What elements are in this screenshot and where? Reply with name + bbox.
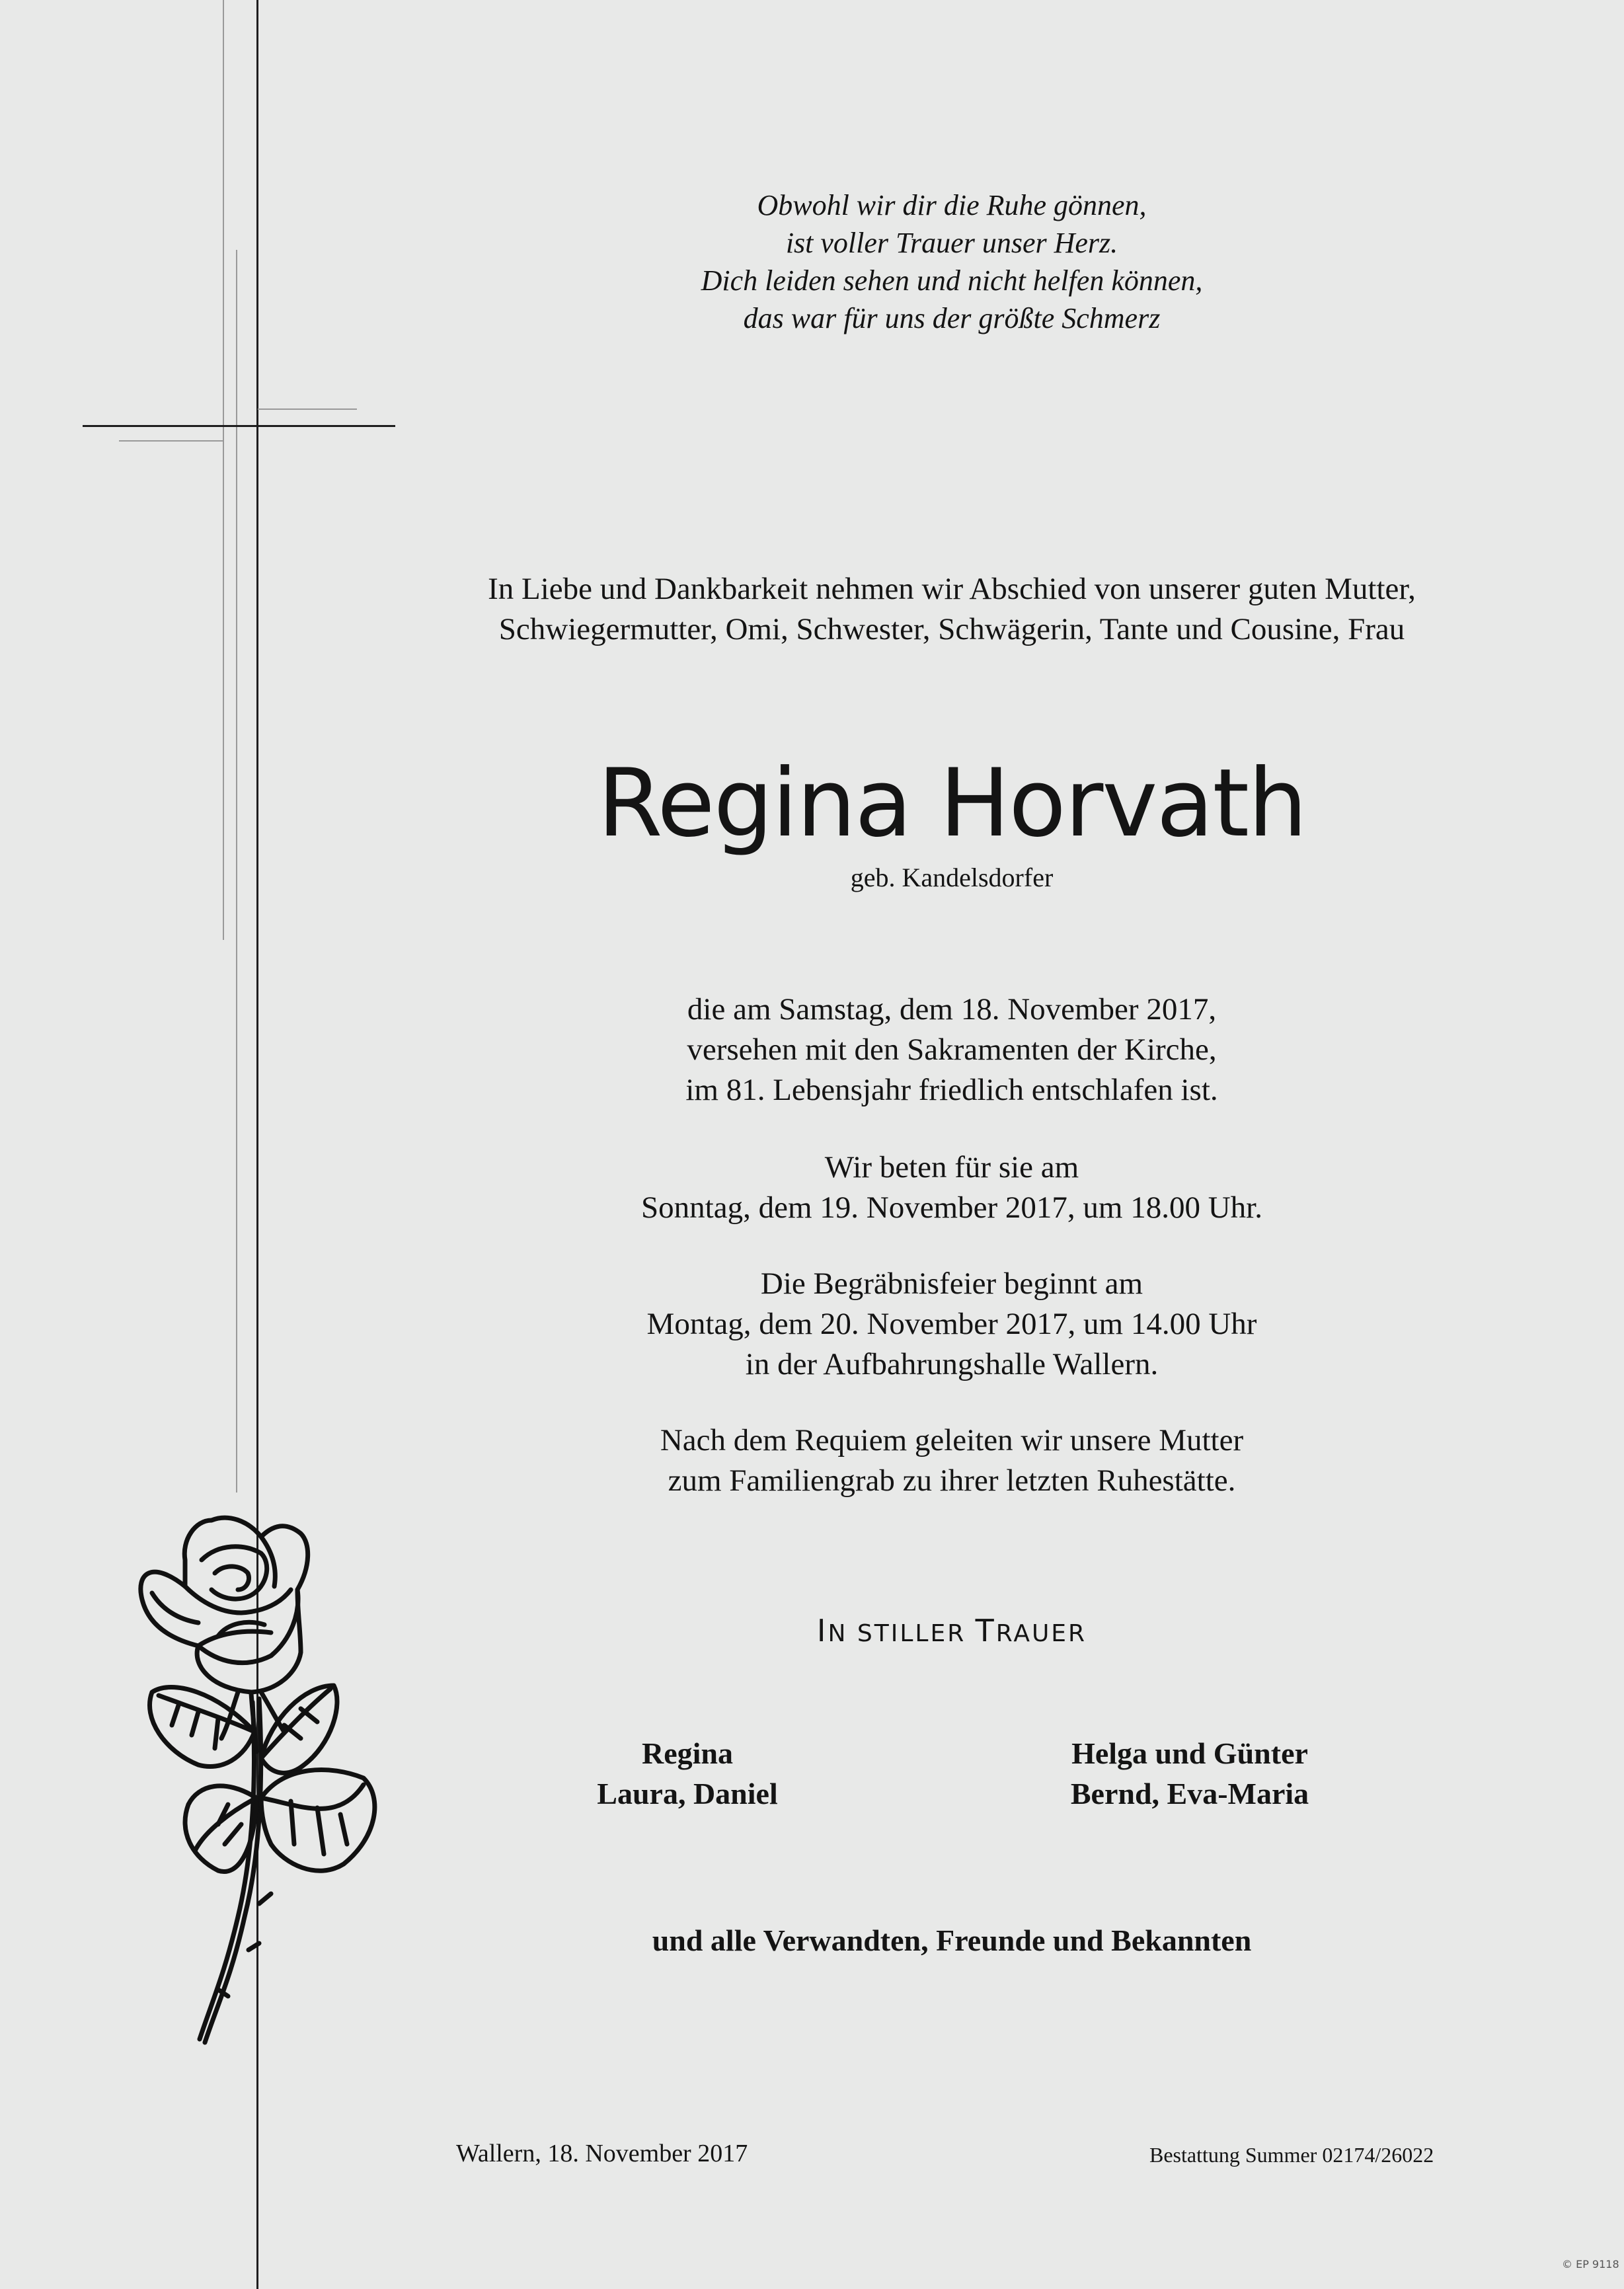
poem-line: ist voller Trauer unser Herz. xyxy=(785,227,1118,259)
death-notice-line: die am Samstag, dem 18. November 2017, xyxy=(687,992,1217,1027)
intro-line: In Liebe und Dankbarkeit nehmen wir Abschied von unserer guten Mutter, xyxy=(488,572,1416,606)
poem xyxy=(0,186,1624,337)
poem-line: Dich leiden sehen und nicht helfen können, xyxy=(701,264,1203,297)
family-name: Laura, Daniel xyxy=(597,1777,778,1810)
family-name: Helga und Günter xyxy=(1071,1736,1308,1770)
cross-shadow-horizontal-right xyxy=(258,408,357,410)
funeral-notice xyxy=(0,1264,1624,1385)
place-date: Wallern, 18. November 2017 xyxy=(456,2140,748,2167)
family-name: Regina xyxy=(642,1736,733,1770)
intro-text xyxy=(0,569,1624,650)
deceased-name: Regina Horvath xyxy=(597,749,1307,858)
requiem-line: Nach dem Requiem geleiten wir unsere Mutter xyxy=(660,1423,1244,1457)
closing-line: und alle Verwandten, Freunde und Bekannten xyxy=(652,1923,1252,1957)
print-code: © EP 9118 xyxy=(1562,2258,1619,2270)
mourning-heading: IN STILLER TRAUER xyxy=(816,1613,1087,1649)
poem-line: das war für uns der größte Schmerz xyxy=(743,302,1161,334)
prayer-notice xyxy=(0,1147,1624,1228)
family-right xyxy=(1038,1733,1342,1814)
funeral-line: Die Begräbnisfeier beginnt am xyxy=(760,1266,1143,1301)
undertaker-contact: Bestattung Summer 02174/26022 xyxy=(1149,2143,1434,2167)
cross-horizontal-line xyxy=(83,425,395,427)
death-notice-line: versehen mit den Sakramenten der Kirche, xyxy=(687,1032,1217,1067)
maiden-name: geb. Kandelsdorfer xyxy=(850,863,1054,892)
intro-line: Schwiegermutter, Omi, Schwester, Schwägerin, Tante und Cousine, Frau xyxy=(498,612,1405,646)
funeral-line: Montag, dem 20. November 2017, um 14.00 Uhr xyxy=(646,1307,1257,1341)
requiem-notice xyxy=(0,1420,1624,1501)
cross-shadow-horizontal-left xyxy=(119,440,223,442)
family-left xyxy=(535,1733,839,1814)
prayer-line: Sonntag, dem 19. November 2017, um 18.00 Uhr. xyxy=(641,1190,1262,1225)
requiem-line: zum Familiengrab zu ihrer letzten Ruhestätte. xyxy=(668,1463,1236,1498)
family-name: Bernd, Eva-Maria xyxy=(1070,1777,1309,1810)
prayer-line: Wir beten für sie am xyxy=(824,1150,1079,1184)
funeral-line: in der Aufbahrungshalle Wallern. xyxy=(745,1347,1159,1381)
poem-line: Obwohl wir dir die Ruhe gönnen, xyxy=(757,189,1147,221)
death-notice xyxy=(0,989,1624,1110)
death-notice-line: im 81. Lebensjahr friedlich entschlafen ist. xyxy=(685,1073,1218,1107)
